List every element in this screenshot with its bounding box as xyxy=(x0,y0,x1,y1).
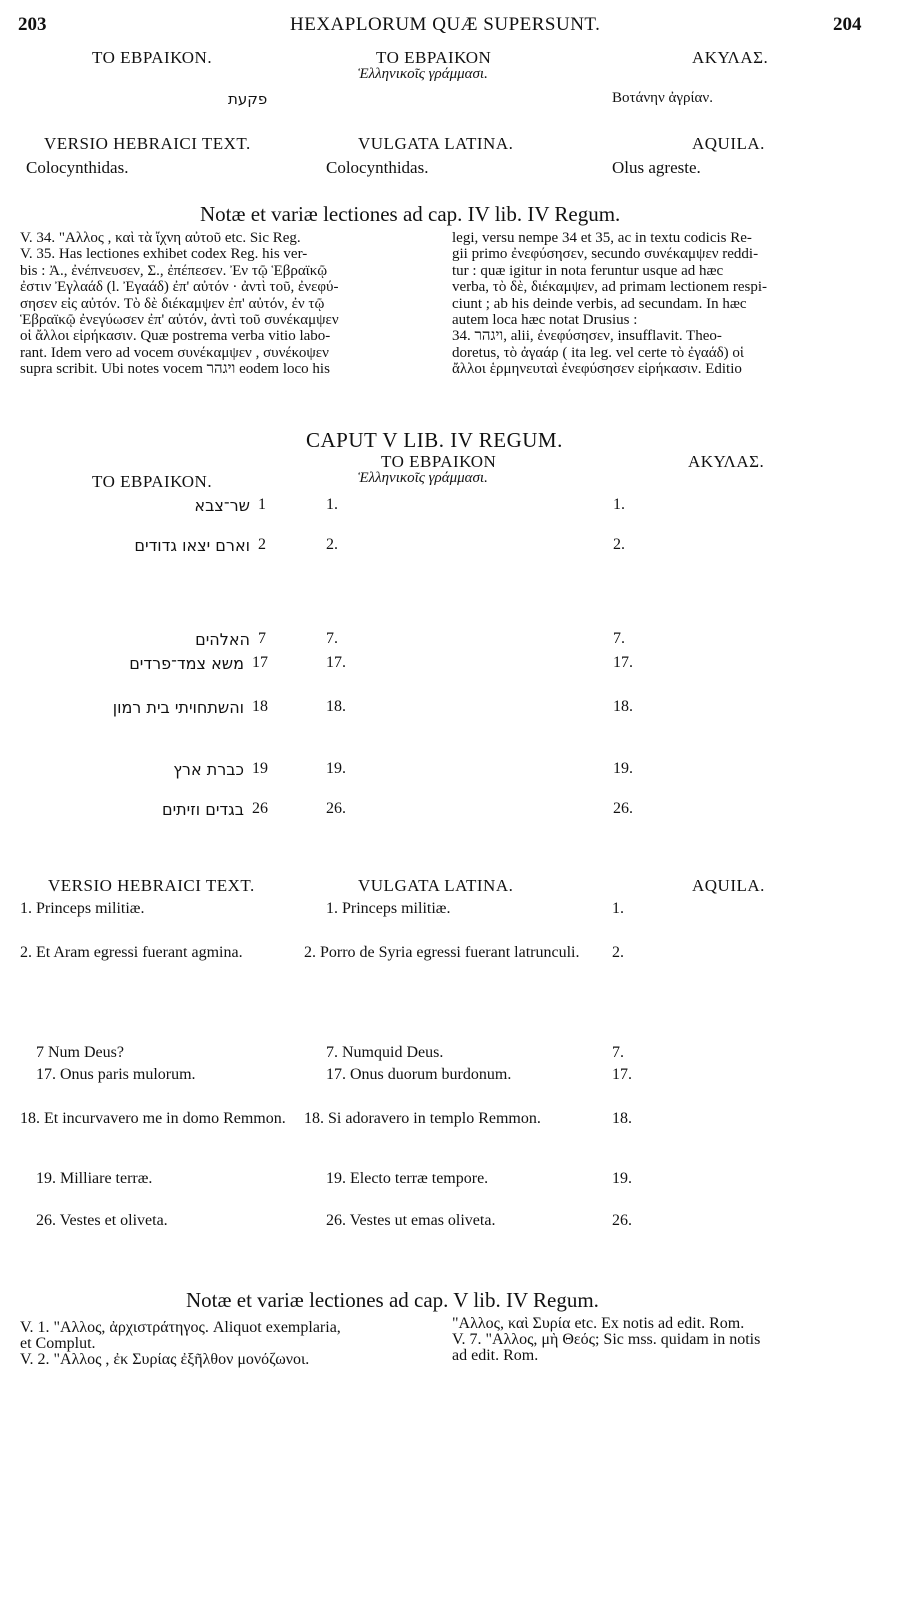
top-header-hebrew-greek-sub: Ἑλληνικοῖς γράμμασι. xyxy=(358,66,488,82)
caput-greek-number: 17. xyxy=(326,654,346,671)
notes-iv-right-line: tur : quæ igitur in nota feruntur usque ad hæc xyxy=(452,262,724,279)
notes-iv-title: Notæ et variæ lectiones ad cap. IV lib. IV Regum. xyxy=(200,202,621,226)
caput-verse-number: 26 xyxy=(252,800,268,817)
caput-hebrew: משא צמד־פרדים xyxy=(129,654,244,673)
notes-iv-right xyxy=(452,230,852,378)
notes-iv-right-line: legi, versu nempe 34 et 35, ac in textu codicis Re- xyxy=(452,230,752,246)
latin-vulgata-cell: 2. Porro de Syria egressi fuerant latrunculi. xyxy=(304,944,580,961)
latin-header-aquila: AQUILA. xyxy=(692,876,765,895)
page-number-right: 204 xyxy=(833,14,862,35)
caput-header-hebrew-greek: ΤΟ ΕΒΡΑΙΚΟΝ xyxy=(381,452,497,471)
top-header-hebrew-greek: ΤΟ ΕΒΡΑΙΚΟΝ xyxy=(376,48,492,67)
latin-aquila-cell: 2. xyxy=(612,944,624,961)
notes-iv-right-line: 34. ויגהר, alii, ἐνεφύσησεν, insufflavit. Theo- xyxy=(452,328,722,345)
top-latin-header-vulgata: VULGATA LATINA. xyxy=(358,134,514,153)
caput-aquila-number: 1. xyxy=(613,496,625,513)
latin-vulgata-cell: 19. Electo terræ tempore. xyxy=(326,1170,489,1187)
caput-header-hebrew-greek-sub: Ἑλληνικοῖς γράμμασι. xyxy=(358,470,488,486)
caput-aquila-number: 26. xyxy=(613,800,633,817)
latin-aquila-cell: 17. xyxy=(612,1066,632,1083)
latin-versio-cell: 7 Num Deus? xyxy=(36,1044,124,1061)
notes-iv-left-line: rant. Idem vero ad vocem συνέκαμψεν , συνέκοψεν xyxy=(20,344,329,361)
notes-iv-left-line: ἐστιν Ἐγλαάδ (l. Ἐγαάδ) ἐπ' αὐτόν · ἀντὶ τοῦ, ἐνεφύ- xyxy=(20,279,339,296)
notes-iv-left-line: supra scribit. Ubi notes vocem ויגהר eodem loco his xyxy=(20,361,330,378)
top-header-aquila: ΑΚΥΛΑΣ. xyxy=(692,48,769,67)
caput-header-aquila: ΑΚΥΛΑΣ. xyxy=(688,452,765,471)
notes-v-left-line: et Complut. xyxy=(20,1335,96,1352)
caput-hebrew: האלהים xyxy=(195,630,250,649)
caput-verse-number: 7 xyxy=(258,630,266,647)
caput-hebrew: שר־צבא xyxy=(194,496,250,515)
notes-v-right-line: V. 7. "Αλλος, μὴ Θεός; Sic mss. quidam in notis xyxy=(452,1331,761,1348)
notes-iv-right-line: ἄλλοι ἑρμηνευταὶ ἐνεφύσησεν εἰρήκασιν. Editio xyxy=(452,361,742,378)
caput-greek-number: 19. xyxy=(326,760,346,777)
notes-v-left-line: V. 2. "Αλλος , ἐκ Συρίας ἐξῆλθον μονόζωνοι. xyxy=(20,1351,310,1368)
top-latin-vulgata: Colocynthidas. xyxy=(326,158,429,177)
latin-versio-cell: 19. Milliare terræ. xyxy=(36,1170,153,1187)
caput-header-hebrew: ΤΟ ΕΒΡΑΙΚΟΝ. xyxy=(92,472,213,491)
notes-iv-left-line: οἱ ἄλλοι εἰρήκασιν. Quæ postrema verba vitio labo- xyxy=(20,328,331,345)
top-latin-versio: Colocynthidas. xyxy=(26,158,129,177)
notes-iv-right-line: autem loca hæc notat Drusius : xyxy=(452,312,638,329)
caput-aquila-number: 2. xyxy=(613,536,625,553)
caput-hebrew: והשתחויתי בית רמון xyxy=(112,698,244,717)
notes-iv-left xyxy=(20,230,420,378)
caput-verse-number: 2 xyxy=(258,536,266,553)
caput-hebrew: וארם יצאו גדודים xyxy=(134,536,250,555)
caput-greek-number: 7. xyxy=(326,630,338,647)
running-head xyxy=(0,14,906,40)
latin-vulgata-cell: 26. Vestes ut emas oliveta. xyxy=(326,1212,496,1229)
notes-v-left xyxy=(20,1320,341,1368)
caput-greek-number: 2. xyxy=(326,536,338,553)
caput-verse-number: 19 xyxy=(252,760,268,777)
caput-verse-number: 18 xyxy=(252,698,268,715)
latin-header-vulgata: VULGATA LATINA. xyxy=(358,876,514,895)
running-title: HEXAPLORUM QUÆ SUPERSUNT. xyxy=(290,14,601,35)
top-header-hebrew: ΤΟ ΕΒΡΑΙΚΟΝ. xyxy=(92,48,213,67)
latin-versio-cell: 18. Et incurvavero me in domo Remmon. xyxy=(20,1110,286,1127)
notes-v-right-line: "Αλλος, καὶ Συρία etc. Ex notis ad edit. Rom. xyxy=(452,1315,745,1332)
notes-v-left-line: V. 1. "Αλλος, ἀρχιστράτηγος. Aliquot exemplaria, xyxy=(20,1319,341,1336)
latin-vulgata-cell: 7. Numquid Deus. xyxy=(326,1044,444,1061)
top-latin-header-aquila: AQUILA. xyxy=(692,134,765,153)
notes-v-right xyxy=(452,1316,760,1364)
caput-hebrew: כברת ארץ xyxy=(173,760,244,779)
latin-aquila-cell: 1. xyxy=(612,900,624,917)
notes-iv-right-line: gii primo ἐνεφύσησεν, secundo συνέκαμψεν reddi- xyxy=(452,246,759,263)
notes-iv-right-line: verba, τὸ δὲ, διέκαμψεν, ad primam lectionem respi- xyxy=(452,279,768,296)
caput-greek-number: 26. xyxy=(326,800,346,817)
caput-title: CAPUT V LIB. IV REGUM. xyxy=(306,428,563,452)
notes-iv-left-line: bis : Ἀ., ἐνέπνευσεν, Σ., ἐπέπεσεν. Ἐν τῷ Ἑβραϊκῷ xyxy=(20,262,328,279)
caput-verse-number: 1 xyxy=(258,496,266,513)
latin-aquila-cell: 19. xyxy=(612,1170,632,1187)
notes-iv-right-line: doretus, τὸ ἀγαάρ ( ita leg. vel certe τὸ ἐγαάδ) οἱ xyxy=(452,344,744,361)
caput-aquila-number: 18. xyxy=(613,698,633,715)
latin-versio-cell: 1. Princeps militiæ. xyxy=(20,900,145,917)
top-latin-aquila: Olus agreste. xyxy=(612,158,701,177)
latin-versio-cell: 2. Et Aram egressi fuerant agmina. xyxy=(20,944,243,961)
page-number-left: 203 xyxy=(18,14,47,35)
latin-vulgata-cell: 18. Si adoravero in templo Remmon. xyxy=(304,1110,541,1127)
latin-vulgata-cell: 1. Princeps militiæ. xyxy=(326,900,451,917)
top-hebrew-word: פקעת xyxy=(228,90,268,108)
top-aquila-word: Βοτάνην ἀγρίαν. xyxy=(612,90,713,106)
latin-header-versio: VERSIO HEBRAICI TEXT. xyxy=(48,876,255,895)
notes-iv-right-line: ciunt ; ab his deinde verbis, ad secundam. In hæc xyxy=(452,295,747,312)
caput-aquila-number: 17. xyxy=(613,654,633,671)
latin-aquila-cell: 7. xyxy=(612,1044,624,1061)
caput-greek-number: 18. xyxy=(326,698,346,715)
caput-hebrew: בגדים וזיתים xyxy=(161,800,244,819)
caput-greek-number: 1. xyxy=(326,496,338,513)
top-latin-header-versio: VERSIO HEBRAICI TEXT. xyxy=(44,134,251,153)
caput-aquila-number: 19. xyxy=(613,760,633,777)
notes-v-right-line: ad edit. Rom. xyxy=(452,1347,539,1364)
latin-aquila-cell: 18. xyxy=(612,1110,632,1127)
notes-iv-left-line: σησεν εἰς αὐτόν. Τὸ δὲ διέκαμψεν ἐπ' αὐτόν, ἐν τῷ xyxy=(20,295,325,312)
latin-vulgata-cell: 17. Onus duorum burdonum. xyxy=(326,1066,512,1083)
latin-versio-cell: 17. Onus paris mulorum. xyxy=(36,1066,196,1083)
latin-versio-cell: 26. Vestes et oliveta. xyxy=(36,1212,168,1229)
caput-verse-number: 17 xyxy=(252,654,268,671)
notes-iv-left-line: Ἑβραϊκῷ ἐνεγύωσεν ἐπ' αὐτόν, ἀντὶ τοῦ συνέκαμψεν xyxy=(20,312,339,329)
notes-iv-left-line: V. 34. "Αλλος , καὶ τὰ ἴχνη αὐτοῦ etc. Sic Reg. xyxy=(20,230,301,246)
notes-v-title: Notæ et variæ lectiones ad cap. V lib. IV Regum. xyxy=(186,1288,599,1312)
caput-aquila-number: 7. xyxy=(613,630,625,647)
notes-iv-left-line: V. 35. Has lectiones exhibet codex Reg. his ver- xyxy=(20,246,308,263)
latin-aquila-cell: 26. xyxy=(612,1212,632,1229)
